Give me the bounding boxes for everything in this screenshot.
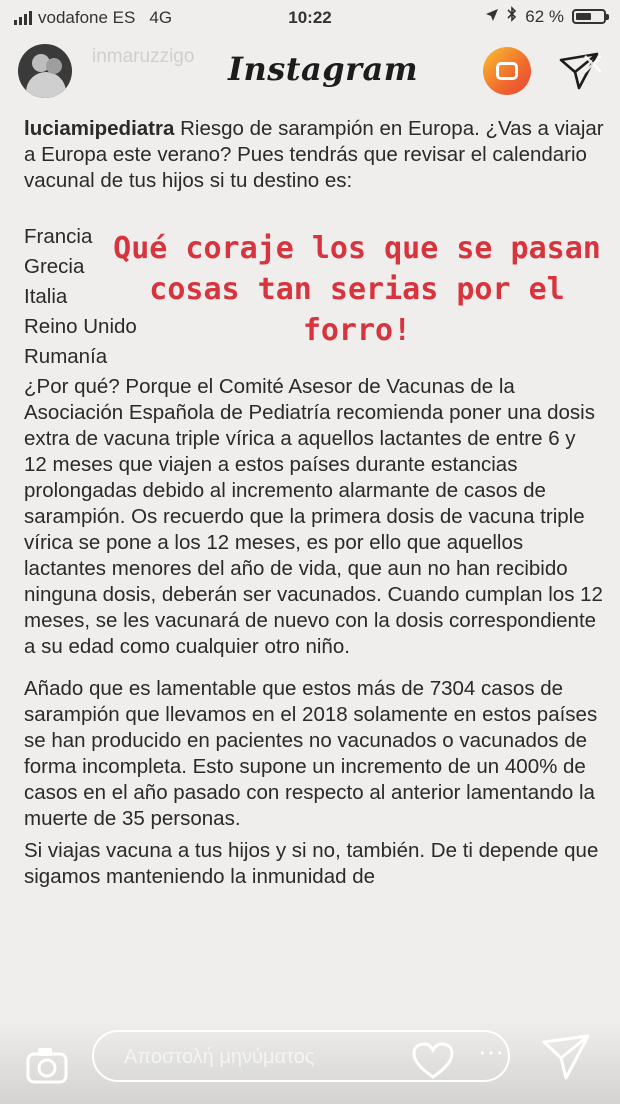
caption-paragraph-3: Si viajas vacuna a tus hijos y si no, también. De ti depende que sigamos manteniendo la inmunidad de <box>24 839 599 888</box>
story-header <box>0 36 620 106</box>
status-bar <box>0 0 620 36</box>
battery-icon <box>572 9 606 24</box>
battery-percent: 62 % <box>525 6 564 26</box>
caption-paragraph-2: Añado que es lamentable que estos más de 7304 casos de sarampión que llevamos en el 2018 solamente en estos países se han producido en pacientes no vacunados o vacunados de forma incompleta. Esto supone un incremento de un 400% de casos en el año pasado con respecto al anterior lamentando la muerte de 35 personas. <box>24 677 598 830</box>
battery-level <box>576 13 591 20</box>
list-item: Italia <box>24 285 68 308</box>
list-item: Rumanía <box>24 345 108 368</box>
post-username[interactable]: luciamipediatra <box>24 117 175 140</box>
camera-icon[interactable] <box>20 1036 74 1090</box>
heart-icon[interactable] <box>412 1042 454 1085</box>
list-item: Grecia <box>24 255 85 278</box>
send-icon[interactable] <box>538 1032 594 1089</box>
list-item: Reino Unido <box>24 315 137 338</box>
caption-intro <box>24 116 604 194</box>
carrier-label: vodafone ES <box>38 8 136 27</box>
story-overlay-text: Qué coraje los que se pasan cosas tan serias por el forro! <box>113 231 601 348</box>
status-right <box>485 6 606 27</box>
story-username[interactable]: inmaruzzigo <box>92 46 195 67</box>
instagram-logo: Instagram <box>228 50 419 88</box>
more-icon[interactable]: ⋯ <box>478 1037 504 1067</box>
story-footer <box>0 1020 620 1104</box>
caption-intro-text: Riesgo de sarampión en Europa. ¿Vas a viajar a Europa este verano? Pues tendrás que revisar el calendario vacunal de tus hijos si tu destino es: <box>24 117 604 192</box>
location-arrow-icon <box>485 7 499 27</box>
caption-paragraph-1: ¿Por qué? Porque el Comité Asesor de Vacunas de la Asociación Española de Pediatría recomienda poner una dosis extra de vacuna triple vírica a aquellos lactantes de entre 6 y 12 meses que viajen a estos países durante estancias prolongadas debido al incremento alarmante de casos de sarampión. Os recuerdo que la primera dosis de vacuna triple vírica se pone a los 12 meses, es por ello que aquellos lactantes menores del año de vida, que aun no han recibido ninguna dosis, deberán ser vacunados. Cuando cumplan los 12 meses, se les vacunará de nuevo con la dosis correspondiente a su edad como cualquier otro niño. <box>24 375 603 658</box>
igtv-icon[interactable] <box>483 47 531 95</box>
avatar[interactable] <box>18 44 72 98</box>
send-icon[interactable] <box>555 50 603 99</box>
bluetooth-icon <box>507 6 517 27</box>
network-label: 4G <box>149 8 173 27</box>
list-item: Francia <box>24 225 93 248</box>
clock: 10:22 <box>288 8 332 27</box>
